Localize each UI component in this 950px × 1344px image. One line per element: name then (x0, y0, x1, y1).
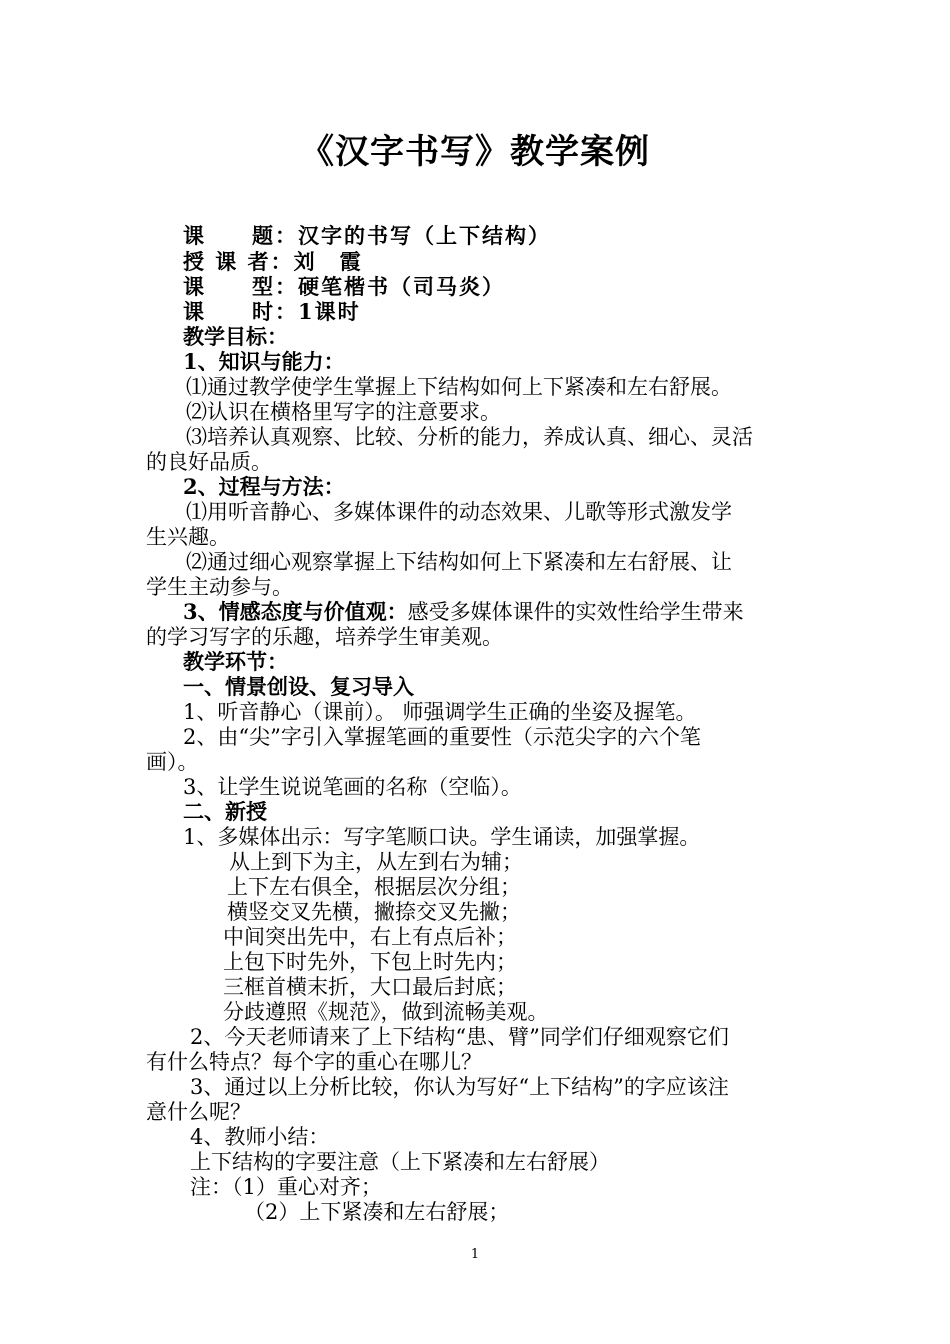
rhyme-line: 从上到下为主，从左到右为辅； (229, 850, 523, 874)
process-part-1-item-2-cont: 画）。 (146, 750, 199, 774)
objective-1-item-2: ⑵认识在横格里写字的注意要求。 (186, 400, 501, 424)
objective-2-item-1: ⑴用听音静心、多媒体课件的动态效果、儿歌等形式激发学 (186, 500, 732, 524)
process-part-1-item-2: 2、由“尖”字引入掌握笔画的重要性（示范尖字的六个笔 (183, 725, 701, 749)
objective-2-item-2: ⑵通过细心观察掌握上下结构如何上下紧凑和左右舒展、让 (186, 550, 732, 574)
document-title: 《汉字书写》教学案例 (300, 132, 650, 172)
rhyme-line: 上下左右俱全，根据层次分组； (227, 875, 521, 899)
page-number: 1 (470, 1247, 480, 1262)
objective-1-item-1: ⑴通过教学使学生掌握上下结构如何上下紧凑和左右舒展。 (186, 375, 732, 399)
meta-hours: 课 时：1课时 (183, 299, 361, 324)
process-heading: 教学环节： (183, 649, 288, 674)
process-part-2-title: 二、新授 (183, 799, 267, 824)
objective-1-item-3: ⑶培养认真观察、比较、分析的能力，养成认真、细心、灵活 (186, 425, 753, 449)
meta-teacher: 授 课 者：刘 霞 (183, 249, 363, 274)
rhyme-line: 上包下时先外，下包上时先内； (223, 950, 517, 974)
objective-1-title: 1、知识与能力： (183, 349, 345, 374)
summary-note-2: （2）上下紧凑和左右舒展； (244, 1200, 510, 1224)
objective-3 (183, 599, 744, 625)
objective-3-cont: 的学习写字的乐趣，培养学生审美观。 (146, 625, 503, 649)
meta-type: 课 型：硬笔楷书（司马炎） (183, 274, 505, 299)
meta-topic: 课 题：汉字的书写（上下结构） (183, 223, 551, 248)
objective-2-title: 2、过程与方法： (183, 474, 345, 499)
process-part-2-item-4: 4、教师小结： (190, 1125, 330, 1149)
objective-3-title: 3、情感态度与价值观： (183, 599, 408, 624)
rhyme-line: 中间突出先中，右上有点后补； (223, 925, 517, 949)
objective-3-text: 感受多媒体课件的实效性给学生带来 (407, 600, 744, 624)
process-part-2-item-2: 2、今天老师请来了上下结构“患、臂”同学们仔细观察它们 (190, 1025, 729, 1049)
rhyme-line: 横竖交叉先横，撇捺交叉先撇； (227, 900, 521, 924)
process-part-1-title: 一、情景创设、复习导入 (183, 674, 414, 699)
summary-note-1: 注：（1）重心对齐； (190, 1175, 382, 1199)
process-part-1-item-3: 3、让学生说说笔画的名称（空临）。 (183, 775, 522, 799)
process-part-2-item-2-cont: 有什么特点？每个字的重心在哪儿？ (146, 1050, 482, 1074)
process-part-2-item-1: 1、多媒体出示：写字笔顺口诀。学生诵读，加强掌握。 (183, 825, 701, 849)
objectives-heading: 教学目标： (183, 324, 288, 349)
process-part-2-item-3: 3、通过以上分析比较，你认为写好“上下结构”的字应该注 (190, 1075, 729, 1099)
objective-2-item-1-cont: 生兴趣。 (146, 525, 230, 549)
process-part-2-item-3-cont: 意什么呢？ (146, 1100, 251, 1124)
rhyme-line: 三框首横末折，大口最后封底； (223, 975, 517, 999)
objective-1-item-3-cont: 的良好品质。 (146, 450, 272, 474)
summary-text: 上下结构的字要注意（上下紧凑和左右舒展） (190, 1150, 610, 1174)
process-part-1-item-1: 1、听音静心（课前）。 师强调学生正确的坐姿及握笔。 (183, 700, 697, 724)
rhyme-line: 分歧遵照《规范》，做到流畅美观。 (223, 1000, 549, 1024)
objective-2-item-2-cont: 学生主动参与。 (146, 575, 293, 599)
